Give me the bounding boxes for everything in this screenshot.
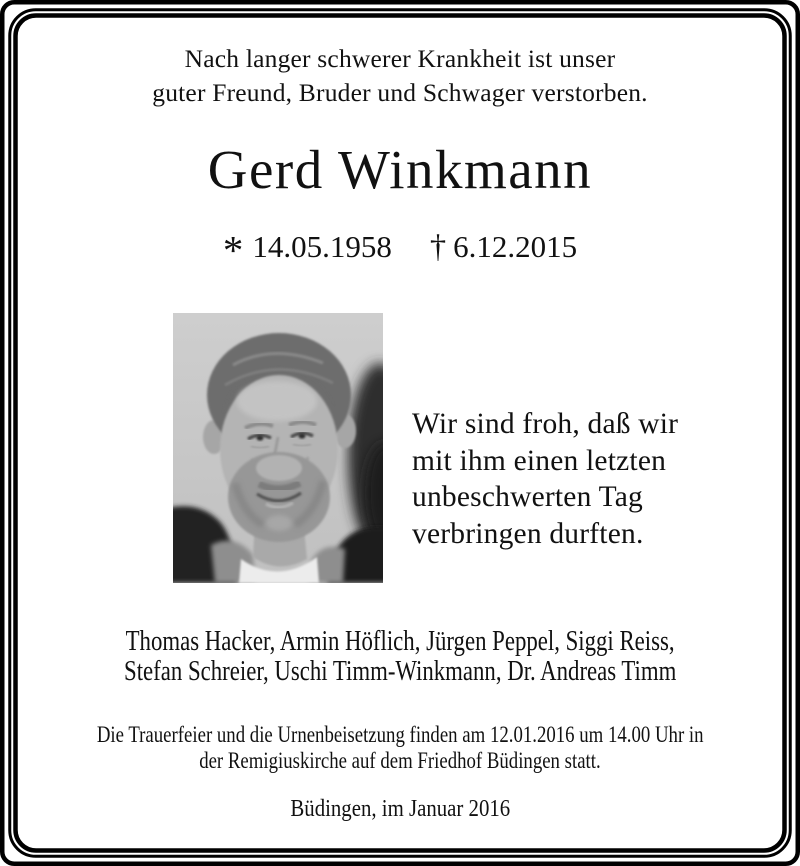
- mourners-line-2: Stefan Schreier, Uschi Timm-Winkmann, Dr. Andreas Timm: [123, 656, 677, 687]
- condolence-text: [412, 406, 678, 552]
- place-date: Büdingen, im Januar 2016: [290, 795, 510, 822]
- mourners-list: [0, 627, 800, 687]
- birth-date: 14.05.1958: [252, 229, 392, 264]
- died-symbol: †: [429, 229, 447, 265]
- intro-line-2: guter Freund, Bruder und Schwager verstorben.: [152, 78, 648, 107]
- deceased-name: Gerd Winkmann: [207, 139, 593, 200]
- funeral-line-2: der Remigiuskirche auf dem Friedhof Büdingen statt.: [199, 748, 601, 774]
- condolence-line-4: verbringen durften.: [412, 517, 644, 550]
- condolence-line-3: unbeschwerten Tag: [412, 481, 643, 513]
- death-date: 6.12.2015: [453, 229, 578, 264]
- condolence-line-2: mit ihm einen letzten: [412, 444, 667, 477]
- portrait-illustration: [173, 313, 383, 583]
- intro-text: [0, 42, 800, 110]
- intro-line-1: Nach langer schwerer Krankheit ist unser: [184, 44, 616, 73]
- mourners-line-1: Thomas Hacker, Armin Höflich, Jürgen Peppel, Siggi Reiss,: [125, 626, 675, 657]
- funeral-line-1: Die Trauerfeier und die Urnenbeisetzung finden am 12.01.2016 um 14.00 Uhr in: [96, 722, 704, 748]
- born-symbol: *: [222, 228, 244, 274]
- portrait-photo: [173, 313, 383, 583]
- condolence-line-1: Wir sind froh, daß wir: [412, 408, 679, 440]
- life-dates: [0, 227, 800, 274]
- funeral-info: [0, 722, 800, 774]
